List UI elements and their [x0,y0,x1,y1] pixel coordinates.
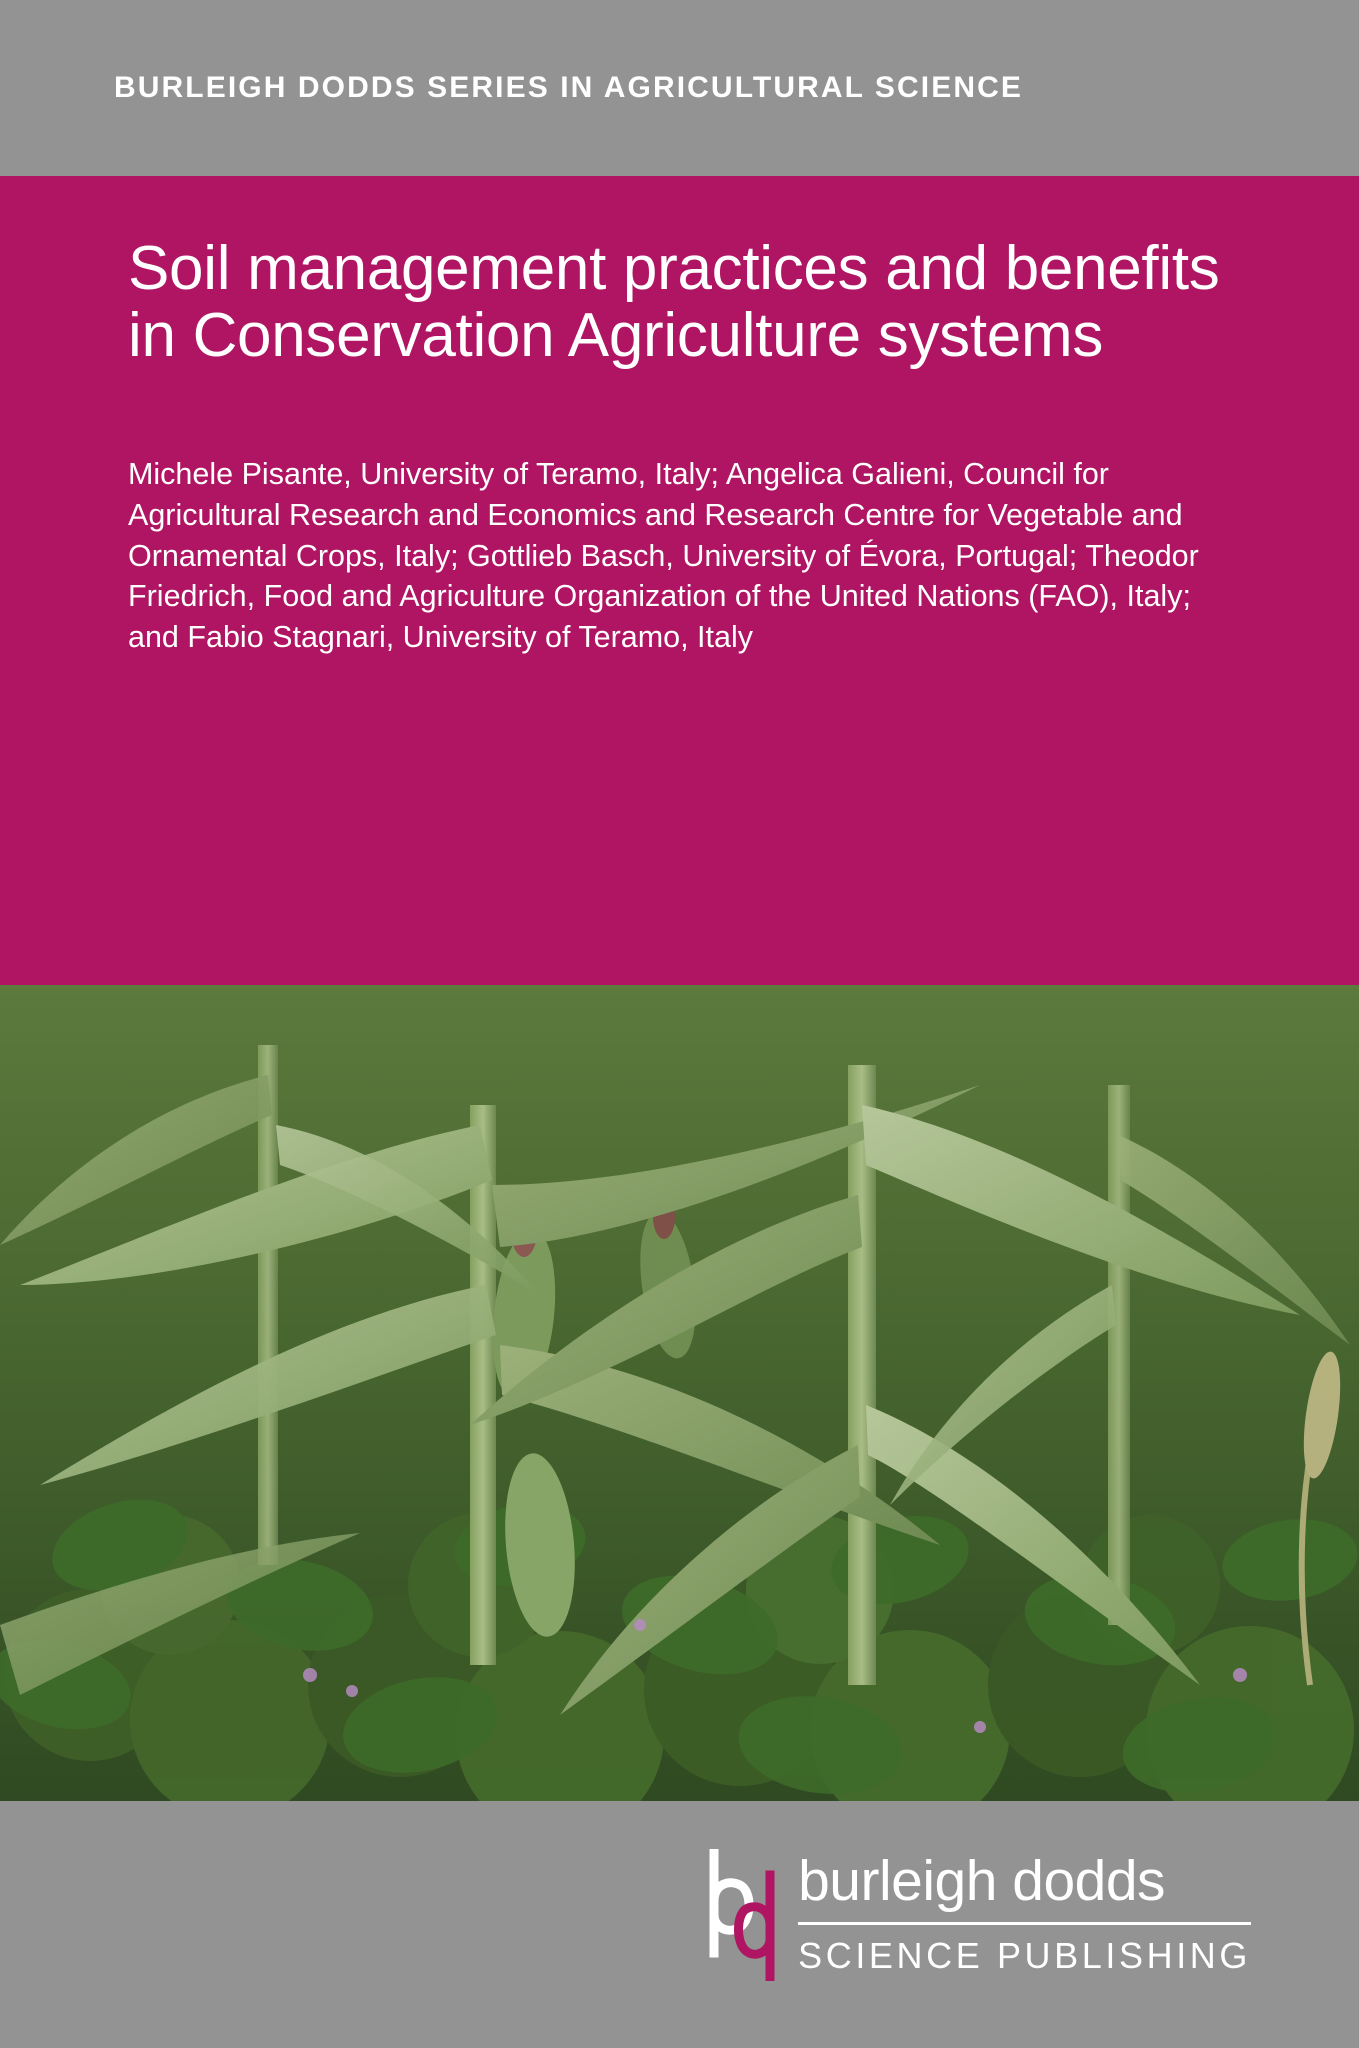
logo-divider [798,1922,1251,1925]
title-block [0,176,1359,985]
publisher-name: burleigh dodds [798,1849,1166,1913]
bd-monogram-svg [706,1849,784,1981]
publisher-logo [706,1849,1251,1981]
cover-photo [0,985,1359,1801]
author-list: Michele Pisante, University of Teramo, Italy; Angelica Galieni, Council for Agricultural Research and Economics and Research Centre for Vegetable and Ornamental Crops, Italy; Gottlieb Basch, University of Évora, Portugal; Theodor Friedrich, Food and Agriculture Organization of the United Nations (FAO), Italy; and Fabio Stagnari, University of Teramo, Italy [128,456,1199,655]
burleigh-dodds-bd-monogram-icon [706,1849,784,1981]
page-title: Soil management practices and benefits in Conservation Agriculture systems [128,234,1220,370]
cover-photo-illustration [0,985,1359,1801]
series-band [0,0,1359,176]
publisher-tagline: SCIENCE PUBLISHING [798,1935,1251,1976]
footer-band [0,1801,1359,2048]
series-label: BURLEIGH DODDS SERIES IN AGRICULTURAL SCIENCE [114,71,1023,104]
publisher-wordmark [798,1849,1251,1977]
